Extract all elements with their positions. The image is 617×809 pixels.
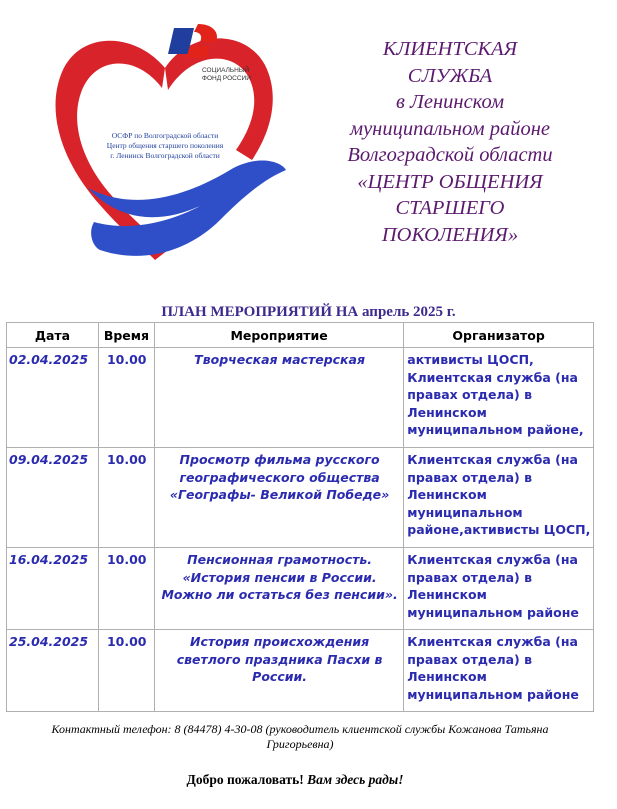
header-event: Мероприятие — [154, 323, 403, 348]
cell-date: 25.04.2025 — [7, 630, 99, 712]
header-organizer: Организатор — [404, 323, 594, 348]
title-line: Волгоградской области — [347, 144, 553, 166]
events-table — [6, 322, 594, 712]
header-date: Дата — [7, 323, 99, 348]
cell-event: Пенсионная грамотность. «История пенсии в России. Можно ли остаться без пенсии». — [154, 548, 403, 630]
title-line: ПОКОЛЕНИЯ» — [381, 223, 519, 246]
contact-info: Контактный телефон: 8 (84478) 4-30-08 (руководитель клиентской службы Кожанова Татьяна Григорьевна) — [51, 722, 549, 751]
welcome-part-2: Вам здесь рады! — [307, 772, 404, 787]
table-row — [7, 448, 594, 548]
cell-date: 02.04.2025 — [7, 348, 99, 448]
page-title — [300, 36, 600, 248]
brand-line-2: ФОНД РОССИИ — [202, 75, 251, 82]
cell-date: 16.04.2025 — [7, 548, 99, 630]
table-row — [7, 348, 594, 448]
title-line: СЛУЖБА — [407, 64, 493, 87]
cell-time: 10.00 — [98, 348, 154, 448]
title-line: в Ленинском — [395, 91, 505, 113]
table-header-row — [7, 323, 594, 348]
cell-organizer: Клиентская служба (на правах отдела) в Ленинском муниципальном районе — [404, 630, 594, 712]
title-line: муниципальном районе — [350, 117, 550, 140]
welcome-part-1: Добро пожаловать! — [186, 772, 308, 787]
cell-organizer: активисты ЦОСП, Клиентская служба (на правах отдела) в Ленинском муниципальном районе, — [404, 348, 594, 448]
plan-heading: ПЛАН МЕРОПРИЯТИЙ НА апрель 2025 г. — [161, 304, 456, 320]
table-row — [7, 630, 594, 712]
logo-caption-2: Центр общения старшего поколения — [106, 141, 224, 150]
cell-event: Творческая мастерская — [154, 348, 403, 448]
cell-time: 10.00 — [98, 630, 154, 712]
cell-date: 09.04.2025 — [7, 448, 99, 548]
cell-organizer: Клиентская служба (на правах отдела) в Ленинском муниципальном районе — [404, 548, 594, 630]
brand-line-1: СОЦИАЛЬНЫЙ — [202, 67, 250, 74]
cell-event: История происхождения светлого праздника Пасхи в России. — [154, 630, 403, 712]
table-row — [7, 548, 594, 630]
header-time: Время — [98, 323, 154, 348]
logo — [40, 10, 290, 280]
cell-time: 10.00 — [98, 548, 154, 630]
welcome-message — [0, 772, 590, 788]
title-line: СТАРШЕГО — [395, 197, 505, 219]
logo-caption-3: г. Ленинск Волгоградской области — [110, 151, 220, 160]
title-line: «ЦЕНТР ОБЩЕНИЯ — [357, 170, 543, 193]
logo-caption-1: ОСФР по Волгоградской области — [111, 131, 219, 140]
title-line: КЛИЕНТСКАЯ — [382, 38, 518, 60]
cell-event: Просмотр фильма русского географического общества «Географы- Великой Победе» — [154, 448, 403, 548]
hand-icon — [88, 161, 286, 256]
cell-time: 10.00 — [98, 448, 154, 548]
heart-hand-logo — [40, 10, 290, 280]
cell-organizer: Клиентская служба (на правах отдела) в Ленинском муниципальном районе,активисты ЦОСП, — [404, 448, 594, 548]
